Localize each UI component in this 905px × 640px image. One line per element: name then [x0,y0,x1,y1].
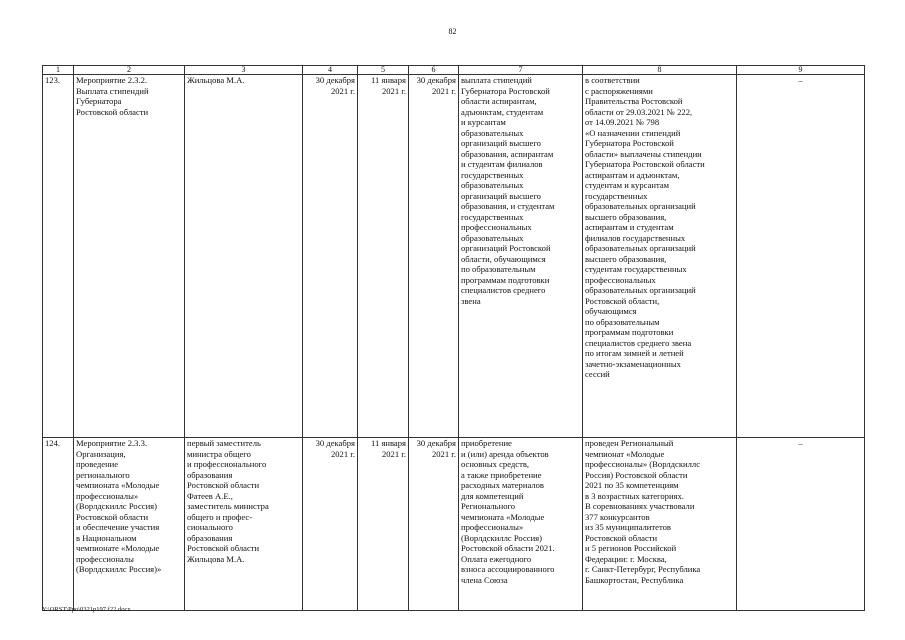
cell-line: в соответствии [585,75,640,85]
cell-line: организаций высшего [461,190,541,201]
end-date-cell [409,75,459,438]
cell-line: от 14.09.2021 № 798 [585,117,660,127]
header-cell: 7 [459,66,583,75]
cell-line: В соревнованиях участвовали [585,501,695,511]
header-cell: 8 [583,66,737,75]
cell-line: профессиональных [585,274,656,285]
cell-line: Организация, [76,448,126,459]
header-cell: 1 [43,66,74,75]
cell-line: приобретение [461,438,512,448]
cell-line: 11 января [371,438,406,448]
cell-line: Ростовской области, [585,295,660,306]
cell-line: образовательных организаций [585,243,696,253]
cell-line: профессиональных [461,222,532,232]
cell-line: государственных [585,190,648,201]
cell-line: студентам и курсантам [585,180,670,190]
cell-line: области» выплачены стипендии [585,148,702,159]
cell-line: образования, и студентам [461,201,555,211]
cell-line: образовательных [461,180,524,190]
cell-line: Губернатора Ростовской [585,138,674,148]
cell-line: г. Санкт-Петербург, Республика [585,564,701,574]
cell-line: высшего образования, [585,211,667,222]
cell-line: взноса ассоциированного [461,564,555,574]
cell-line: государственных [461,211,524,222]
cell-line: звена [461,295,481,306]
cell-line: 11 января [371,75,406,85]
cell-line: специалистов среднего звена [585,337,692,348]
header-cell: 2 [74,66,185,75]
header-cell: 3 [185,66,303,75]
executor-cell [185,438,303,611]
cell-line: для компетенций [461,490,524,501]
cell-line: программам подготовки [585,327,674,337]
cell-line: государственных [461,169,524,180]
cell-line: Выплата стипендий [76,85,149,96]
cell-line: 2021 г. [330,85,355,96]
cell-line: 2021 г. [381,448,406,459]
cell-line: по образовательным [585,316,660,327]
cell-line: Ростовской области [187,480,260,490]
cell-line: первый заместитель [187,438,261,448]
cell-line: аспирантам и студентам [585,222,674,232]
cell-line: Ростовской области [585,532,658,543]
cell-line: и (или) аренда объектов [461,448,549,459]
cell-line: Губернатора Ростовской области [585,159,705,169]
cell-line: основных средств, [461,459,530,469]
cell-line: Ростовской области 2021. [461,543,555,553]
cell-line: области от 29.03.2021 № 222, [585,106,693,117]
actual-result-cell [583,75,737,438]
event-cell [74,75,185,438]
cell-line: чемпионат «Молодые [585,448,665,459]
cell-line: сионального [187,522,233,532]
cell-line: профессионалы [76,553,134,564]
cell-line: чемпионата «Молодые [461,511,545,522]
cell-line: Регионального [461,501,516,511]
cell-line: чемпионате «Молодые [76,543,160,553]
header-cell: 6 [409,66,459,75]
header-cell: 9 [737,66,865,75]
cell-line: образовательных организаций [585,285,696,295]
cell-line: проведение [76,459,119,469]
cell-line: чемпионата «Молодые [76,480,160,490]
cell-line: и обеспечение участия [76,522,160,532]
cell-line: и 5 регионов Российской [585,543,677,553]
cell-line: зачетно-экзаменационных [585,358,681,369]
cell-line: 2021 г. [381,85,406,96]
cell-line: студентам государственных [585,264,687,274]
cell-line: аспирантам и адъюнктам, [585,169,680,180]
cell-line: и курсантам [461,117,506,127]
header-row [43,66,865,75]
planned-result-cell [459,75,583,438]
start-date-cell [358,438,409,611]
row-number: 124. [43,438,74,611]
note-cell: – [737,438,865,611]
cell-line: 2021 г. [431,85,456,96]
plan-date-cell [303,75,358,438]
actual-result-cell [583,438,737,611]
cell-line: образования [187,532,233,543]
cell-line: Ростовской области [187,543,260,553]
header-cell: 5 [358,66,409,75]
cell-line: адъюнктам, студентам [461,106,544,117]
cell-line: 30 декабря [416,438,456,448]
cell-line: Жильцова М.А. [187,553,245,564]
cell-line: филиалов государственных [585,232,686,243]
cell-line: Оплата ежегодного [461,553,532,564]
report-table [42,65,865,611]
cell-line: Губернатора [76,96,122,106]
cell-line: 2021 г. [431,448,456,459]
cell-line: в Национальном [76,532,137,543]
cell-line: проведен Региональный [585,438,674,448]
cell-line: и профессионального [187,459,267,469]
cell-line: Ростовской области [76,106,149,117]
cell-line: министра общего [187,448,251,459]
cell-line: образовательных [461,232,524,243]
cell-line: 2021 г. [330,448,355,459]
cell-line: специалистов среднего [461,285,546,295]
cell-line: Федерации: г. Москва, [585,553,667,564]
header-cell: 4 [303,66,358,75]
cell-line: образовательных организаций [585,201,696,211]
cell-line: образования [187,469,233,480]
cell-line: 30 декабря [315,438,355,448]
cell-line: образовательных [461,127,524,138]
start-date-cell [358,75,409,438]
cell-line: профессионалы» [76,490,139,501]
note-cell: – [737,75,865,438]
cell-line: с распоряжениями [585,85,653,96]
cell-line: Фатеев А.Е., [187,490,233,501]
cell-line: высшего образования, [585,253,667,264]
cell-line: а также приобретение [461,469,542,480]
planned-result-cell [459,438,583,611]
cell-line: программам подготовки [461,274,550,285]
table-row [43,75,865,438]
cell-line: (Ворлдскиллс Россия)» [76,564,162,574]
end-date-cell [409,438,459,611]
cell-line: расходных материалов [461,480,544,490]
executor-cell [185,75,303,438]
cell-line: организаций высшего [461,138,541,148]
cell-line: профессионалы» [461,522,524,532]
cell-line: Мероприятие 2.3.2. [76,75,148,85]
cell-line: из 35 муниципалитетов [585,522,671,532]
cell-line: обучающимся [585,306,637,316]
cell-line: регионального [76,469,130,480]
cell-line: области, обучающимся [461,253,546,264]
plan-date-cell [303,438,358,611]
cell-line: заместитель министра [187,501,269,511]
cell-line: и студентам филиалов [461,159,543,169]
table-row [43,438,865,611]
cell-line: члена Союза [461,574,508,585]
cell-line: общего и профес- [187,511,253,522]
cell-line: «О назначении стипендий [585,127,681,138]
cell-line: 30 декабря [416,75,456,85]
cell-line: сессий [585,369,610,379]
row-number: 123. [43,75,74,438]
cell-line: по итогам зимней и летней [585,348,684,358]
cell-line: Жильцова М.А. [187,75,245,85]
cell-line: 30 декабря [315,75,355,85]
cell-line: Мероприятие 2.3.3. [76,438,148,448]
cell-line: Россия) Ростовской области [585,469,688,480]
cell-line: выплата стипендий [461,75,532,85]
cell-line: организаций Ростовской [461,243,551,253]
event-cell [74,438,185,611]
cell-line: в 3 возрастных категориях. [585,490,684,501]
cell-line: (Ворлдскиллс Россия) [461,532,542,543]
file-path-footer: Y:\ORST\Ppo\0321p197.f22.docx [42,606,131,613]
cell-line: (Ворлдскиллс Россия) [76,501,157,511]
cell-line: профессионалы» (Ворлдскиллс [585,459,701,469]
cell-line: области аспирантам, [461,96,537,106]
cell-line: Ростовской области [76,511,149,522]
cell-line: образования, аспирантам [461,148,554,159]
cell-line: 377 конкурсантов [585,511,650,522]
cell-line: Правительства Ростовской [585,96,683,106]
cell-line: по образовательным [461,264,536,274]
cell-line: Башкортостан, Республика [585,574,684,585]
page-number: 82 [448,27,457,36]
cell-line: Губернатора Ростовской [461,85,550,96]
cell-line: 2021 по 35 компетенциям [585,480,679,490]
